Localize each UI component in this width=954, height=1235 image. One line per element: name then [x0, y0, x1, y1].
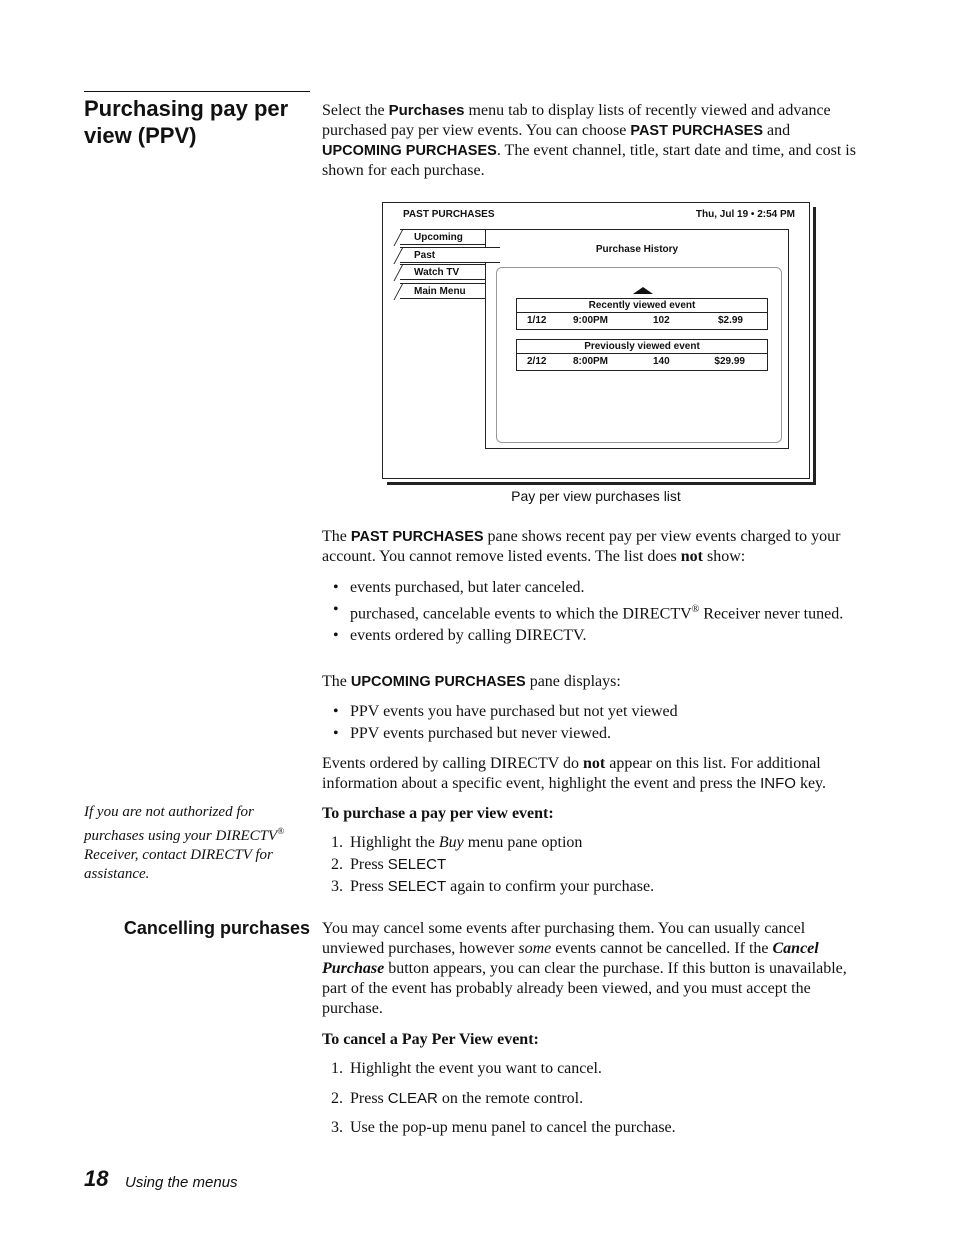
tab-main-menu[interactable]: Main Menu [400, 283, 486, 299]
intro-paragraph: Select the Purchases menu tab to display lists of recently viewed and advance purchased pay per view events. You can choose PAST PURCHASES and UPCOMING PURCHASES. The event channel, title, start date and time, and cost is shown for each purchase. [322, 102, 856, 179]
list-item: • purchased, cancelable events to which the DIRECTV® Receiver never tuned. [333, 601, 844, 623]
title-rule [84, 91, 310, 92]
side-note: If you are not authorized for purchases using your DIRECTV® Receiver, contact DIRECTV for assistance. [84, 804, 285, 882]
event-channel: 140 [653, 356, 670, 367]
screen-date: Thu, Jul 19 • 2:54 PM [695, 209, 795, 220]
figure-caption: Pay per view purchases list [511, 488, 681, 504]
cancel-paragraph: You may cancel some events after purchasing them. You can usually cancel unviewed purchases, however some events cannot be cancelled. If the Cancel Purchase button appears, you can clear the purchase. If this button is unavailable, part of the event has probably already been viewed, and you must accept the purchase. [322, 920, 847, 1017]
purchase-steps-heading: To purchase a pay per view event: [322, 805, 554, 822]
event-list [496, 267, 782, 443]
cancel-section-title: Cancelling purchases [123, 918, 310, 938]
event-item-previous[interactable] [516, 339, 768, 371]
event-item-recent[interactable] [516, 298, 768, 330]
event-channel: 102 [653, 315, 670, 326]
list-item: • events purchased, but later canceled. [333, 579, 585, 596]
upcoming-bullet-list [322, 701, 867, 745]
section-title: Purchasing pay per view (PPV) [84, 96, 289, 148]
past-bullet-list [322, 577, 852, 647]
list-item: 1. Highlight the Buy menu pane option [331, 834, 583, 851]
list-item: • PPV events you have purchased but not yet viewed [333, 703, 678, 720]
event-time: 9:00PM [573, 315, 609, 326]
event-cost: $2.99 [717, 315, 743, 326]
scroll-up-arrow-icon[interactable] [633, 287, 653, 294]
list-item: • PPV events purchased but never viewed. [333, 725, 611, 742]
cancel-steps [322, 1030, 867, 1138]
list-item: 2. Press CLEAR on the remote control. [331, 1090, 584, 1107]
event-time: 8:00PM [573, 356, 609, 367]
info-paragraph: Events ordered by calling DIRECTV do not appear on this list. For additional information about a specific event, highlight the event and press the INFO key. [322, 755, 826, 792]
list-item: • events ordered by calling DIRECTV. [333, 627, 587, 645]
screen-title: PAST PURCHASES [403, 209, 495, 220]
event-date: 1/12 [527, 315, 547, 326]
event-heading: Recently viewed event [517, 299, 767, 313]
tab-past[interactable]: Past [400, 247, 500, 263]
cancel-steps-heading: To cancel a Pay Per View event: [322, 1031, 539, 1048]
purchase-steps [322, 804, 867, 897]
list-item: 2. Press SELECT [331, 856, 447, 873]
list-item: 3. Press SELECT again to confirm your purchase. [331, 878, 655, 895]
page-number: 18 [84, 1166, 109, 1191]
list-item: 1. Highlight the event you want to cancel. [331, 1060, 602, 1077]
pane-title: Purchase History [595, 244, 679, 255]
tab-watch-tv[interactable]: Watch TV [400, 264, 486, 280]
upcoming-purchases-paragraph: The UPCOMING PURCHASES pane displays: [322, 673, 621, 690]
tv-screen-figure [382, 202, 810, 479]
event-heading: Previously viewed event [517, 340, 767, 354]
purchase-history-pane [485, 229, 789, 449]
event-cost: $29.99 [714, 356, 745, 367]
event-date: 2/12 [527, 356, 547, 367]
tab-upcoming[interactable]: Upcoming [400, 229, 486, 245]
footer-section-name: Using the menus [125, 1174, 238, 1191]
list-item: 3. Use the pop-up menu panel to cancel the purchase. [331, 1119, 676, 1136]
past-purchases-paragraph: The PAST PURCHASES pane shows recent pay per view events charged to your account. You cannot remove listed events. The list does not show: [322, 528, 841, 565]
